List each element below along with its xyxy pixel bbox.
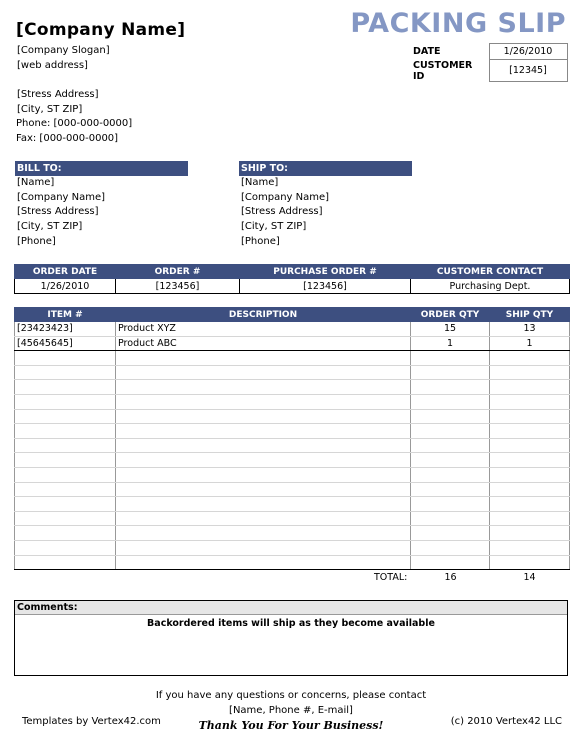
- item-number-cell[interactable]: [23423423]: [15, 322, 116, 337]
- empty-cell[interactable]: [490, 351, 570, 366]
- table-row: [15, 336, 570, 351]
- empty-table-row: [15, 424, 570, 439]
- empty-table-row: [15, 511, 570, 526]
- contact-details: [Name, Phone #, E-mail]: [229, 705, 353, 716]
- empty-cell[interactable]: [411, 365, 490, 380]
- empty-cell[interactable]: [116, 424, 411, 439]
- item-number-cell[interactable]: [45645645]: [15, 336, 116, 351]
- empty-cell[interactable]: [490, 555, 570, 570]
- company-web: [web address]: [17, 60, 88, 71]
- company-city: [City, ST ZIP]: [17, 104, 83, 115]
- order-date-header: ORDER DATE: [15, 265, 116, 279]
- comments-box: [14, 600, 568, 676]
- empty-cell[interactable]: [490, 424, 570, 439]
- ship-qty-cell[interactable]: 13: [490, 322, 570, 337]
- empty-cell[interactable]: [15, 409, 116, 424]
- empty-table-row: [15, 365, 570, 380]
- company-phone: Phone: [000-000-0000]: [16, 118, 133, 129]
- empty-cell[interactable]: [116, 497, 411, 512]
- empty-cell[interactable]: [411, 453, 490, 468]
- empty-cell[interactable]: [116, 511, 411, 526]
- empty-cell[interactable]: [411, 394, 490, 409]
- order-qty-cell[interactable]: 15: [411, 322, 490, 337]
- ship-qty-cell[interactable]: 1: [490, 336, 570, 351]
- bill-to-line: [Company Name]: [17, 192, 106, 203]
- empty-cell[interactable]: [116, 409, 411, 424]
- empty-cell[interactable]: [411, 467, 490, 482]
- empty-cell[interactable]: [411, 424, 490, 439]
- empty-table-row: [15, 438, 570, 453]
- empty-cell[interactable]: [490, 438, 570, 453]
- empty-cell[interactable]: [490, 526, 570, 541]
- empty-cell[interactable]: [490, 540, 570, 555]
- empty-cell[interactable]: [411, 482, 490, 497]
- empty-cell[interactable]: [15, 351, 116, 366]
- empty-cell[interactable]: [116, 365, 411, 380]
- customer-id-value[interactable]: [12345]: [489, 60, 567, 82]
- empty-cell[interactable]: [15, 526, 116, 541]
- empty-cell[interactable]: [15, 511, 116, 526]
- items-table: [14, 307, 570, 570]
- order-number-header: ORDER #: [116, 265, 240, 279]
- template-credit[interactable]: Templates by Vertex42.com: [22, 716, 161, 727]
- empty-cell[interactable]: [411, 555, 490, 570]
- empty-cell[interactable]: [411, 438, 490, 453]
- empty-cell[interactable]: [15, 453, 116, 468]
- empty-table-row: [15, 467, 570, 482]
- bill-to-header: BILL TO:: [15, 161, 188, 176]
- description-header: DESCRIPTION: [116, 308, 411, 322]
- order-qty-cell[interactable]: 1: [411, 336, 490, 351]
- ship-to-line: [Stress Address]: [241, 206, 323, 217]
- empty-cell[interactable]: [116, 438, 411, 453]
- empty-cell[interactable]: [490, 497, 570, 512]
- company-slogan: [Company Slogan]: [17, 45, 110, 56]
- empty-cell[interactable]: [116, 467, 411, 482]
- empty-table-row: [15, 540, 570, 555]
- empty-table-row: [15, 526, 570, 541]
- description-cell[interactable]: Product XYZ: [116, 322, 411, 337]
- empty-cell[interactable]: [116, 540, 411, 555]
- empty-cell[interactable]: [490, 467, 570, 482]
- empty-table-row: [15, 497, 570, 512]
- total-label: TOTAL:: [374, 572, 408, 583]
- empty-table-row: [15, 555, 570, 570]
- copyright-notice: (c) 2010 Vertex42 LLC: [450, 716, 562, 727]
- ship-to-line: [Company Name]: [241, 192, 330, 203]
- empty-cell[interactable]: [116, 555, 411, 570]
- thank-you-note: Thank You For Your Business!: [198, 719, 384, 732]
- empty-cell[interactable]: [15, 540, 116, 555]
- empty-cell[interactable]: [411, 540, 490, 555]
- ship-to-line: [Name]: [241, 177, 279, 188]
- empty-cell[interactable]: [15, 467, 116, 482]
- order-info-table: [14, 264, 570, 294]
- bill-to-line: [Phone]: [17, 236, 56, 247]
- empty-cell[interactable]: [490, 409, 570, 424]
- empty-cell[interactable]: [15, 555, 116, 570]
- empty-cell[interactable]: [411, 380, 490, 395]
- purchase-order-header: PURCHASE ORDER #: [240, 265, 411, 279]
- empty-cell[interactable]: [490, 453, 570, 468]
- customer-id-label: CUSTOMER ID: [413, 59, 473, 82]
- empty-cell[interactable]: [490, 482, 570, 497]
- date-value[interactable]: 1/26/2010: [489, 44, 567, 60]
- order-qty-header: ORDER QTY: [411, 308, 490, 322]
- total-order-qty: 16: [444, 572, 457, 583]
- empty-cell[interactable]: [490, 365, 570, 380]
- customer-contact-cell[interactable]: Purchasing Dept.: [411, 279, 570, 294]
- empty-cell[interactable]: [116, 394, 411, 409]
- empty-table-row: [15, 351, 570, 366]
- empty-table-row: [15, 394, 570, 409]
- empty-cell[interactable]: [15, 394, 116, 409]
- empty-table-row: [15, 482, 570, 497]
- ship-qty-header: SHIP QTY: [490, 308, 570, 322]
- empty-cell[interactable]: [490, 394, 570, 409]
- company-fax: Fax: [000-000-0000]: [16, 133, 119, 144]
- empty-cell[interactable]: [15, 497, 116, 512]
- empty-cell[interactable]: [490, 380, 570, 395]
- table-row: [15, 322, 570, 337]
- empty-cell[interactable]: [411, 351, 490, 366]
- empty-cell[interactable]: [15, 365, 116, 380]
- empty-cell[interactable]: [15, 482, 116, 497]
- bill-to-line: [City, ST ZIP]: [17, 221, 83, 232]
- description-cell[interactable]: Product ABC: [116, 336, 411, 351]
- empty-cell[interactable]: [411, 409, 490, 424]
- item-number-header: ITEM #: [15, 308, 116, 322]
- date-label: DATE: [413, 46, 441, 57]
- empty-cell[interactable]: [116, 453, 411, 468]
- empty-cell[interactable]: [116, 380, 411, 395]
- header-meta-table: [411, 43, 568, 82]
- ship-to-header: SHIP TO:: [239, 161, 412, 176]
- empty-cell[interactable]: [411, 511, 490, 526]
- customer-contact-header: CUSTOMER CONTACT: [411, 265, 570, 279]
- company-street: [Stress Address]: [17, 89, 99, 100]
- bill-to-line: [Name]: [17, 177, 55, 188]
- contact-line: If you have any questions or concerns, please contact: [155, 690, 427, 701]
- empty-cell[interactable]: [411, 526, 490, 541]
- empty-table-row: [15, 380, 570, 395]
- ship-to-line: [City, ST ZIP]: [241, 221, 307, 232]
- document-title: PACKING SLIP: [350, 8, 566, 39]
- comments-label: Comments:: [15, 601, 567, 615]
- empty-cell[interactable]: [116, 351, 411, 366]
- empty-table-row: [15, 409, 570, 424]
- total-ship-qty: 14: [523, 572, 536, 583]
- empty-cell[interactable]: [15, 438, 116, 453]
- bill-to-line: [Stress Address]: [17, 206, 99, 217]
- empty-table-row: [15, 453, 570, 468]
- purchase-order-cell[interactable]: [123456]: [240, 279, 411, 294]
- comments-text[interactable]: Backordered items will ship as they become available: [147, 618, 435, 629]
- empty-cell[interactable]: [411, 497, 490, 512]
- empty-cell[interactable]: [116, 482, 411, 497]
- order-date-cell[interactable]: 1/26/2010: [15, 279, 116, 294]
- order-number-cell[interactable]: [123456]: [116, 279, 240, 294]
- company-name: [Company Name]: [16, 20, 186, 40]
- empty-cell[interactable]: [490, 511, 570, 526]
- ship-to-line: [Phone]: [241, 236, 280, 247]
- empty-cell[interactable]: [116, 526, 411, 541]
- empty-cell[interactable]: [15, 380, 116, 395]
- empty-cell[interactable]: [15, 424, 116, 439]
